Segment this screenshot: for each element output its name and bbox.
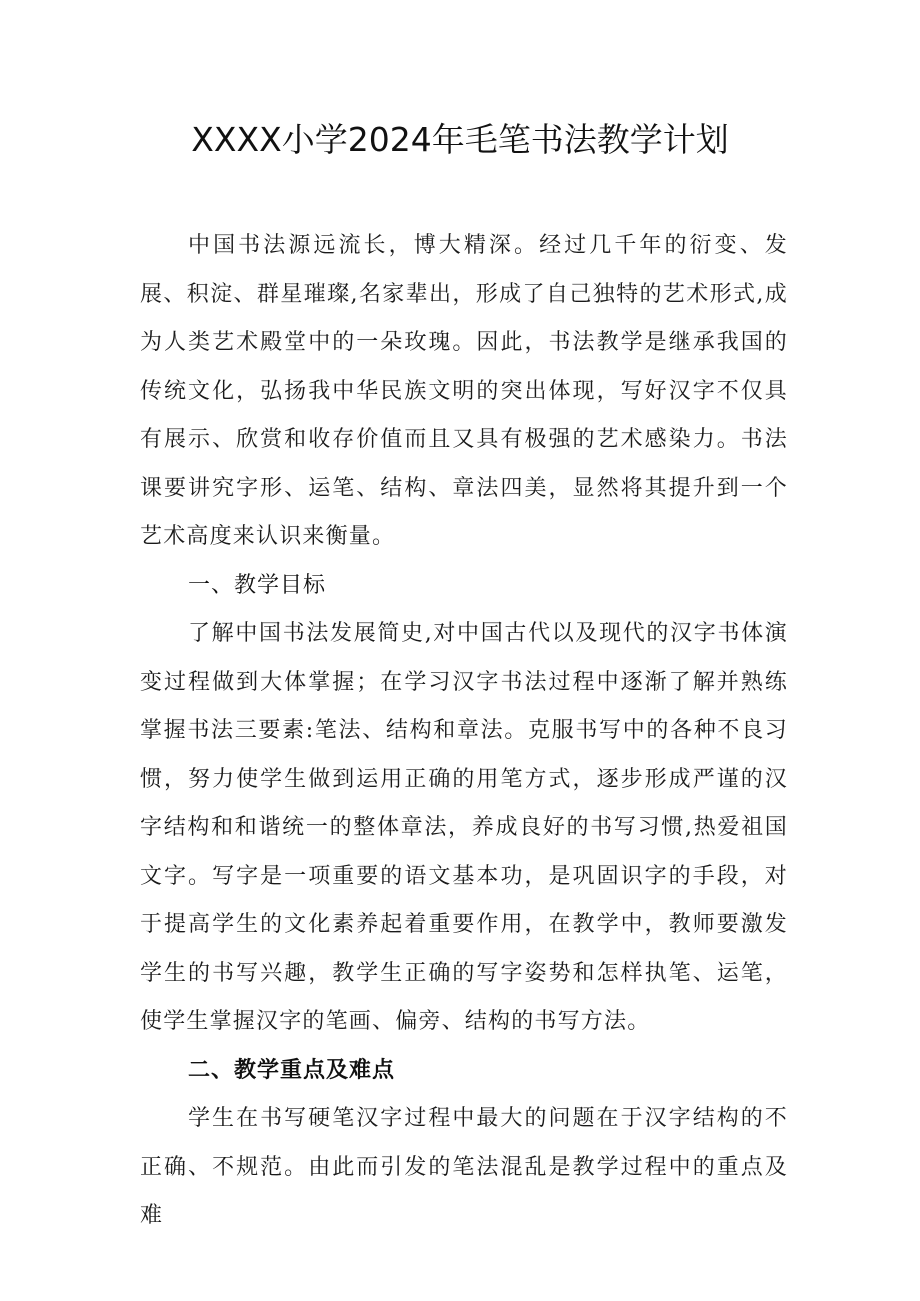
intro-paragraph: 中国书法源远流长，博大精深。经过几千年的衍变、发展、积淀、群星璀璨,名家辈出，形成了自己独特的艺术形式,成为人类艺术殿堂中的一朵玫瑰。因此，书法教学是继承我国的传统文化，弘扬我中华民族文明的突出体现，写好汉字不仅具有展示、欣赏和收存价值而且又具有极强的艺术感染力。书法课要讲究字形、运笔、结构、章法四美，显然将其提升到一个艺术高度来认识来衡量。 (140, 233, 788, 549)
objectives-paragraph: 了解中国书法发展简史,对中国古代以及现代的汉字书体演变过程做到大体掌握；在学习汉字书法过程中逐渐了解并熟练掌握书法三要素:笔法、结构和章法。克服书写中的各种不良习惯，努力使学生做到运用正确的用笔方式，逐步形成严谨的汉字结构和和谐统一的整体章法，养成良好的书写习惯,热爱祖国文字。写字是一项重要的语文基本功，是巩固识字的手段，对于提高学生的文化素养起着重要作用，在教学中，教师要激发学生的书写兴趣，教学生正确的写字姿势和怎样执笔、运笔，使学生掌握汉字的笔画、偏旁、结构的书写方法。 (140, 621, 788, 1034)
document-title: XXXX小学2024年毛笔书法教学计划 (191, 120, 729, 159)
section-heading-key-points: 二、教学重点及难点 (188, 1057, 396, 1083)
document-body (140, 222, 788, 1241)
section-heading-objectives: 一、教学目标 (188, 572, 327, 598)
key-points-paragraph: 学生在书写硬笔汉字过程中最大的问题在于汉字结构的不正确、不规范。由此而引发的笔法混乱是教学过程中的重点及难 (140, 1106, 788, 1228)
